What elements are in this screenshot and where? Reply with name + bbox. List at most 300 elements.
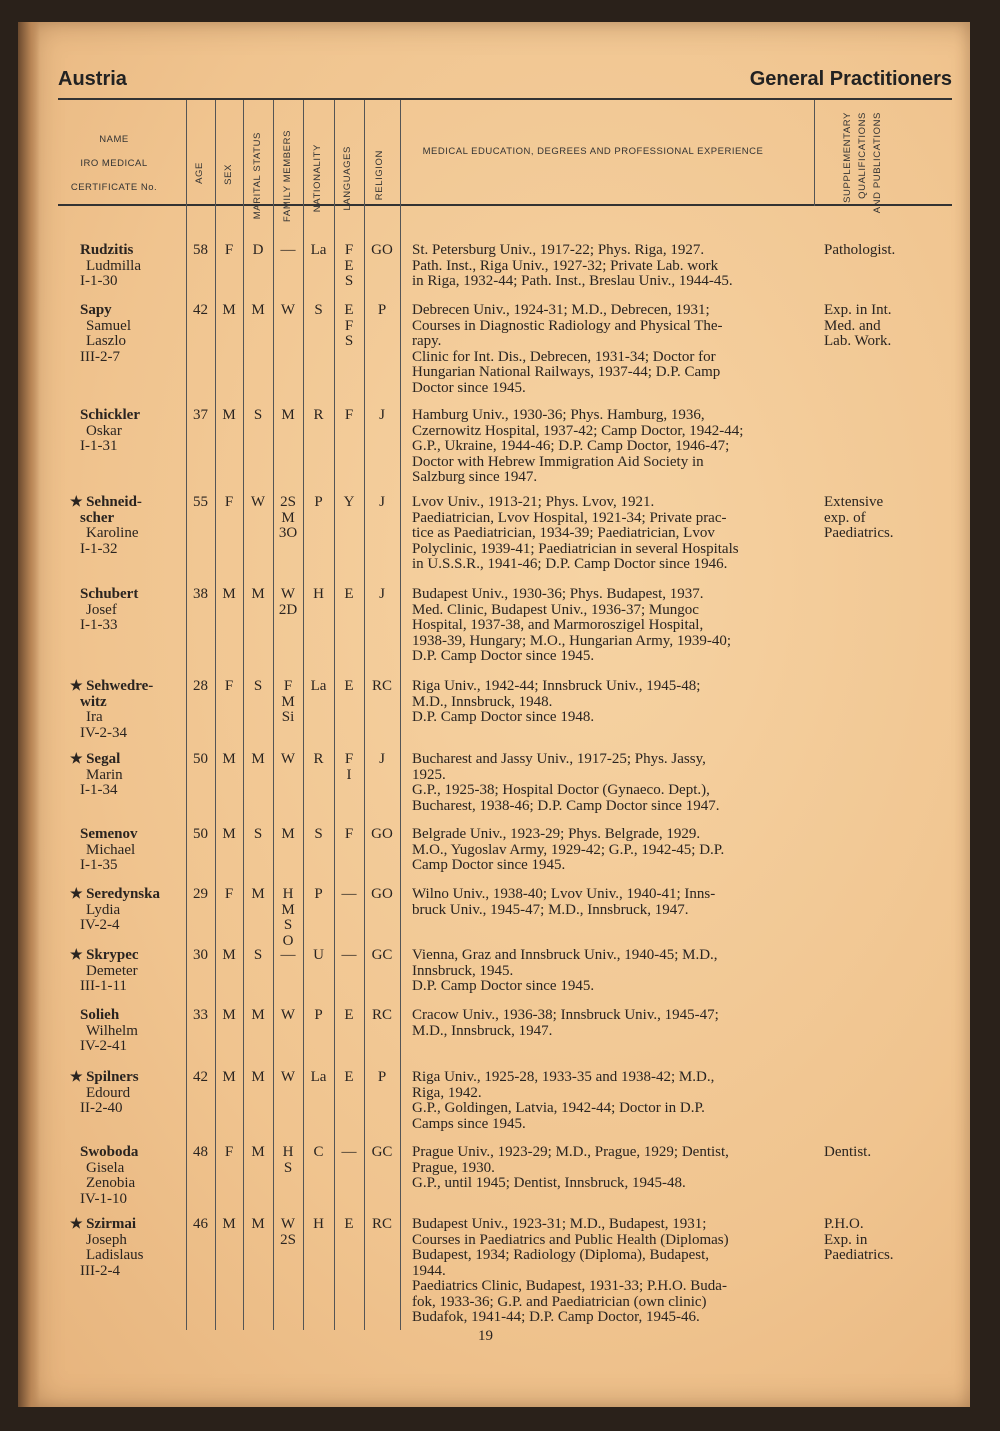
supplementary-line: exp. of	[824, 509, 866, 526]
marital-cell: S	[253, 947, 263, 963]
education-line: St. Petersburg Univ., 1917-22; Phys. Riga, 1927.	[412, 242, 705, 258]
age-cell: 48	[193, 1144, 208, 1160]
header-supp1: SUPPLEMENTARY	[842, 112, 853, 203]
practitioner-name	[70, 1070, 185, 1117]
education-line: Hungarian National Railways, 1937-44; D.P. Camp	[412, 364, 721, 380]
surname-text: Swoboda	[80, 1144, 139, 1160]
certificate-no: I-1-32	[80, 540, 118, 557]
surname	[80, 827, 185, 843]
education-line: D.P. Camp Doctor since 1945.	[412, 648, 595, 664]
surname-text: Seredynska	[86, 886, 160, 902]
language: Y	[343, 494, 355, 510]
sex-cell: F	[224, 886, 234, 902]
education-cell	[412, 303, 812, 396]
surname	[70, 887, 185, 903]
family-member: M	[281, 901, 295, 918]
age-cell: 58	[193, 242, 208, 258]
family-cell	[273, 1008, 303, 1024]
religion-cell: J	[379, 586, 385, 602]
religion-cell: P	[377, 302, 387, 318]
given-name: Zenobia	[86, 1175, 136, 1191]
education-line: Clinic for Int. Dis., Debrecen, 1931-34; Doctor for	[412, 348, 716, 365]
religion-cell: RC	[371, 1007, 392, 1023]
age-cell: 30	[193, 947, 208, 963]
certificate-no: III-2-4	[80, 1262, 120, 1279]
nationality-cell: C	[313, 1144, 324, 1160]
supplementary-line: Pathologist.	[824, 242, 896, 258]
language: E	[344, 586, 354, 602]
education-line: Prague, 1930.	[412, 1159, 495, 1176]
education-line: G.P., Goldingen, Latvia, 1942-44; Doctor in D.P.	[412, 1100, 705, 1116]
education-cell	[412, 408, 812, 486]
nationality-cell: S	[314, 302, 323, 318]
languages-cell	[334, 408, 364, 424]
practitioner-name	[70, 827, 185, 874]
given-name: Samuel	[86, 317, 131, 334]
sex-cell: F	[224, 678, 234, 694]
certificate-no: I-1-31	[80, 438, 118, 454]
surname	[70, 1217, 185, 1233]
education-line: Budapest Univ., 1930-36; Phys. Budapest, 1937.	[412, 586, 704, 602]
supplementary-line: Exp. in	[824, 1231, 868, 1248]
age-cell: 50	[193, 826, 208, 842]
star-icon: ★	[70, 1070, 87, 1085]
education-line: Polyclinic, 1939-41; Paediatrician in several Hospitals	[412, 540, 739, 557]
marital-cell: W	[250, 494, 266, 510]
marital-cell: M	[251, 1007, 265, 1023]
education-line: Lvov Univ., 1913-21; Phys. Lvov, 1921.	[412, 494, 655, 510]
education-line: Innsbruck, 1945.	[412, 962, 514, 979]
education-line: Riga Univ., 1942-44; Innsbruck Univ., 1945-48;	[412, 678, 701, 694]
practitioner-name	[70, 752, 185, 799]
given-name: Josef	[86, 601, 117, 618]
education-cell	[412, 948, 812, 995]
family-cell	[273, 827, 303, 843]
education-line: G.P., Ukraine, 1944-46; D.P. Camp Doctor, 1946-47;	[412, 438, 730, 454]
family-member: S	[283, 1159, 293, 1176]
practitioner-name	[70, 408, 185, 455]
education-line: Wilno Univ., 1938-40; Lvov Univ., 1940-41; Inns-	[412, 886, 716, 902]
given-name: Edourd	[86, 1084, 131, 1101]
header-nationality: NATIONALITY	[312, 144, 323, 213]
sex-cell: F	[224, 242, 234, 258]
education-cell	[412, 752, 812, 814]
surname-text: Spilners	[86, 1069, 139, 1085]
marital-cell: M	[251, 1144, 265, 1160]
certificate-no: I-1-35	[80, 857, 118, 873]
surname	[80, 1145, 185, 1161]
religion-cell: J	[379, 751, 385, 767]
col-divider	[400, 100, 401, 1330]
surname-text: Szirmai	[86, 1216, 137, 1232]
header-sex: SEX	[223, 164, 234, 185]
header-languages: LANGUAGES	[342, 146, 353, 211]
practitioner-name	[70, 679, 185, 741]
header-iro: IRO MEDICAL	[80, 158, 148, 169]
education-line: rapy.	[412, 333, 442, 349]
sex-cell: M	[222, 751, 236, 767]
surname	[80, 587, 185, 603]
nationality-cell: La	[310, 678, 327, 694]
sex-cell: M	[222, 1216, 236, 1232]
language: F	[344, 751, 354, 767]
languages-cell	[334, 1145, 364, 1161]
education-line: Debrecen Univ., 1924-31; M.D., Debrecen, 1931;	[412, 302, 710, 318]
nationality-cell: P	[314, 886, 323, 902]
education-cell	[412, 1145, 812, 1192]
surname-text: Rudzitis	[80, 242, 134, 258]
surname	[70, 948, 185, 964]
family-cell	[273, 887, 303, 949]
surname	[80, 243, 185, 259]
education-line: Riga, 1942.	[412, 1084, 482, 1101]
supplementary-cell	[824, 303, 934, 350]
family-member: —	[280, 947, 296, 963]
languages-cell	[334, 1008, 364, 1024]
age-cell: 55	[193, 494, 208, 510]
family-member: 2S	[280, 494, 296, 510]
family-cell	[273, 243, 303, 259]
language: —	[341, 1144, 357, 1160]
sex-cell: M	[222, 302, 236, 318]
given-name: Wilhelm	[86, 1022, 138, 1039]
surname	[80, 1008, 185, 1024]
family-member: W	[280, 751, 296, 767]
education-cell	[412, 1070, 812, 1132]
surname-text: Sehwedre-	[86, 678, 154, 694]
supplementary-cell	[824, 1145, 934, 1161]
education-cell	[412, 587, 812, 665]
star-icon: ★	[70, 948, 87, 963]
religion-cell: GO	[371, 826, 393, 842]
family-member: W	[280, 586, 296, 602]
education-cell	[412, 827, 812, 874]
education-line: 1938-39, Hungary; M.O., Hungarian Army, 1939-40;	[412, 632, 731, 649]
family-member: M	[281, 407, 295, 423]
given-name: Ladislaus	[86, 1247, 144, 1263]
star-icon: ★	[70, 887, 87, 902]
education-line: Courses in Paediatrics and Public Health (Diplomas)	[412, 1231, 729, 1248]
nationality-cell: P	[314, 494, 323, 510]
practitioner-name	[70, 243, 185, 290]
surname-text: Semenov	[80, 826, 138, 842]
header-name: NAME	[99, 134, 129, 145]
nationality-cell: La	[310, 1069, 327, 1085]
sex-cell: M	[222, 407, 236, 423]
language: I	[346, 766, 352, 783]
star-icon: ★	[70, 495, 87, 510]
family-cell	[273, 679, 303, 726]
given-name: Karoline	[86, 525, 139, 541]
top-rule	[58, 98, 952, 100]
given-name: Gisela	[86, 1159, 125, 1176]
certificate-no: III-2-7	[80, 348, 120, 365]
education-line: Doctor since 1945.	[412, 379, 526, 396]
family-member: 2D	[278, 601, 298, 618]
sex-cell: F	[224, 1144, 234, 1160]
sex-cell: M	[222, 586, 236, 602]
marital-cell: D	[252, 242, 264, 258]
education-line: Med. Clinic, Budapest Univ., 1936-37; Mungoc	[412, 601, 699, 618]
family-member: H	[282, 1144, 294, 1160]
language: —	[341, 947, 357, 963]
age-cell: 33	[193, 1007, 208, 1023]
marital-cell: M	[251, 886, 265, 902]
certificate-no: I-1-34	[80, 782, 118, 798]
language: S	[344, 333, 354, 349]
header-education: MEDICAL EDUCATION, DEGREES AND PROFESSIONAL EXPERIENCE	[422, 146, 764, 157]
certificate-no: IV-1-10	[80, 1190, 127, 1207]
family-member: M	[281, 693, 295, 710]
education-line: D.P. Camp Doctor since 1948.	[412, 709, 595, 725]
header-marital: MARITAL STATUS	[252, 132, 263, 220]
family-member: Si	[281, 709, 295, 725]
certificate-no: II-2-40	[80, 1100, 123, 1116]
education-line: G.P., until 1945; Dentist, Innsbruck, 1945-48.	[412, 1175, 686, 1191]
certificate-no: IV-2-41	[80, 1038, 127, 1054]
education-line: Belgrade Univ., 1923-29; Phys. Belgrade, 1929.	[412, 826, 701, 842]
education-line: Budapest Univ., 1923-31; M.D., Budapest, 1931;	[412, 1216, 707, 1232]
language: E	[344, 1069, 354, 1085]
family-member: O	[282, 932, 294, 949]
family-member: H	[282, 886, 294, 902]
languages-cell	[334, 752, 364, 783]
practitioner-name	[70, 303, 185, 365]
surname-cont: scher	[80, 509, 115, 526]
language: —	[341, 886, 357, 902]
education-line: Paediatrician, Lvov Hospital, 1921-34; Private prac-	[412, 509, 727, 526]
languages-cell	[334, 679, 364, 695]
surname-text: Skrypec	[86, 947, 139, 963]
marital-cell: S	[253, 407, 263, 423]
surname-text: Schickler	[80, 407, 140, 423]
family-cell	[273, 1145, 303, 1176]
languages-cell	[334, 495, 364, 511]
religion-cell: P	[377, 1069, 387, 1085]
header-family: FAMILY MEMBERS	[282, 130, 293, 222]
family-cell	[273, 1217, 303, 1248]
age-cell: 50	[193, 751, 208, 767]
family-member: M	[281, 509, 295, 526]
family-member: W	[280, 1007, 296, 1023]
family-cell	[273, 495, 303, 542]
language: F	[344, 826, 354, 842]
education-line: in U.S.S.R., 1941-46; D.P. Camp Doctor since 1946.	[412, 556, 728, 572]
nationality-cell: R	[313, 407, 324, 423]
education-line: Budafok, 1941-44; D.P. Camp Doctor, 1945-46.	[412, 1309, 700, 1325]
education-cell	[412, 243, 812, 290]
certificate-no: IV-2-4	[80, 917, 120, 933]
supplementary-line: Extensive	[824, 494, 884, 510]
supplementary-line: Dentist.	[824, 1144, 872, 1160]
age-cell: 42	[193, 302, 208, 318]
given-name: Laszlo	[86, 333, 126, 349]
education-line: Camps since 1945.	[412, 1115, 526, 1132]
education-line: Bucharest, 1938-46; D.P. Camp Doctor since 1947.	[412, 797, 720, 814]
age-cell: 37	[193, 407, 208, 423]
family-cell	[273, 303, 303, 319]
family-member: M	[281, 826, 295, 842]
education-line: Hamburg Univ., 1930-36; Phys. Hamburg, 1936,	[412, 407, 705, 423]
education-line: Path. Inst., Riga Univ., 1927-32; Private Lab. work	[412, 257, 719, 274]
nationality-cell: S	[314, 826, 323, 842]
language: F	[344, 317, 354, 334]
age-cell: 29	[193, 886, 208, 902]
marital-cell: M	[251, 586, 265, 602]
header-supp2: QUALIFICATIONS	[857, 112, 868, 199]
religion-cell: GC	[371, 947, 393, 963]
age-cell: 38	[193, 586, 208, 602]
name-column-header	[58, 128, 170, 200]
surname-text: Sehneid-	[86, 494, 142, 510]
family-member: —	[280, 242, 296, 258]
education-line: Vienna, Graz and Innsbruck Univ., 1940-45; M.D.,	[412, 947, 718, 963]
nationality-cell: La	[310, 242, 327, 258]
age-cell: 46	[193, 1216, 208, 1232]
languages-cell	[334, 1070, 364, 1086]
education-line: Doctor with Hebrew Immigration Aid Society in	[412, 453, 704, 470]
header-age: AGE	[194, 162, 205, 184]
education-line: M.O., Yugoslav Army, 1929-42; G.P., 1942-45; D.P.	[412, 841, 725, 858]
sex-cell: F	[224, 494, 234, 510]
education-line: Courses in Diagnostic Radiology and Physical The-	[412, 317, 723, 334]
surname-text: Solieh	[80, 1007, 120, 1023]
family-cell	[273, 408, 303, 424]
supplementary-cell	[824, 1217, 934, 1264]
given-name: Lydia	[86, 901, 121, 918]
languages-cell	[334, 1217, 364, 1233]
header-country: Austria	[58, 68, 127, 90]
surname-text: Schubert	[80, 586, 139, 602]
surname	[70, 1070, 185, 1086]
age-cell: 28	[193, 678, 208, 694]
nationality-cell: H	[313, 1216, 324, 1232]
given-name: Demeter	[86, 962, 138, 979]
education-line: 1925.	[412, 766, 446, 783]
language: F	[344, 407, 354, 423]
surname-text: Sapy	[80, 302, 112, 318]
nationality-cell: P	[314, 1007, 323, 1023]
religion-cell: GO	[371, 242, 393, 258]
surname-text: Segal	[86, 751, 121, 767]
header-section: General Practitioners	[749, 68, 952, 90]
education-line: tice as Paediatrician, 1934-39; Paediatrician, Lvov	[412, 525, 715, 541]
certificate-no: I-1-33	[80, 617, 118, 633]
languages-cell	[334, 303, 364, 350]
nationality-cell: H	[313, 586, 324, 602]
religion-cell: J	[379, 407, 385, 423]
supplementary-line: P.H.O.	[824, 1216, 864, 1232]
marital-cell: S	[253, 678, 263, 694]
language: S	[344, 273, 354, 289]
education-line: 1944.	[412, 1262, 446, 1279]
col-divider	[814, 100, 815, 206]
languages-cell	[334, 243, 364, 290]
family-member: 3O	[278, 525, 298, 541]
surname	[80, 408, 185, 424]
education-line: Riga Univ., 1925-28, 1933-35 and 1938-42; M.D.,	[412, 1069, 715, 1085]
supplementary-cell	[824, 495, 934, 542]
page-number: 19	[478, 1328, 493, 1344]
nationality-cell: R	[313, 751, 324, 767]
family-cell	[273, 1070, 303, 1086]
sex-cell: M	[222, 1007, 236, 1023]
education-line: in Riga, 1932-44; Path. Inst., Breslau Univ., 1944-45.	[412, 273, 733, 289]
education-line: Cracow Univ., 1936-38; Innsbruck Univ., 1945-47;	[412, 1007, 719, 1023]
family-cell	[273, 752, 303, 768]
star-icon: ★	[70, 679, 87, 694]
practitioner-name	[70, 1145, 185, 1207]
header-supp3: AND PUBLICATIONS	[872, 112, 883, 214]
given-name: Marin	[86, 766, 123, 783]
book-spine	[18, 22, 40, 1407]
language: E	[344, 302, 354, 318]
education-line: Salzburg since 1947.	[412, 469, 538, 485]
education-cell	[412, 495, 812, 573]
certificate-no: IV-2-34	[80, 724, 127, 741]
education-line: Czernowitz Hospital, 1937-42; Camp Doctor, 1942-44;	[412, 422, 744, 439]
header-religion: RELIGION	[374, 150, 385, 201]
education-line: fok, 1933-36; G.P. and Paediatrician (own clinic)	[412, 1293, 707, 1310]
family-member: W	[280, 1216, 296, 1232]
sex-cell: M	[222, 947, 236, 963]
education-line: D.P. Camp Doctor since 1945.	[412, 978, 595, 994]
language: E	[344, 1007, 354, 1023]
education-line: Prague Univ., 1923-29; M.D., Prague, 1929; Dentist,	[412, 1144, 729, 1160]
language: E	[344, 257, 354, 274]
languages-cell	[334, 587, 364, 603]
surname	[70, 495, 185, 511]
education-cell	[412, 1008, 812, 1039]
education-cell	[412, 1217, 812, 1326]
education-line: Paediatrics Clinic, Budapest, 1931-33; P.H.O. Buda-	[412, 1278, 727, 1294]
family-member: 2S	[280, 1231, 296, 1248]
religion-cell: J	[379, 494, 385, 510]
marital-cell: M	[251, 751, 265, 767]
family-member: W	[280, 302, 296, 318]
language: E	[344, 1216, 354, 1232]
sex-cell: M	[222, 826, 236, 842]
education-cell	[412, 679, 812, 726]
supplementary-line: Med. and	[824, 317, 881, 334]
education-line: Bucharest and Jassy Univ., 1917-25; Phys. Jassy,	[412, 751, 706, 767]
education-line: Hospital, 1937-38, and Marmoroszigel Hospital,	[412, 617, 704, 633]
supplementary-line: Paediatrics.	[824, 525, 894, 541]
surname-cont: witz	[80, 693, 107, 710]
education-line: G.P., 1925-38; Hospital Doctor (Gynaeco. Dept.),	[412, 782, 710, 798]
nationality-cell: U	[313, 947, 324, 963]
marital-cell: M	[251, 1216, 265, 1232]
religion-cell: RC	[371, 678, 392, 694]
certificate-no: III-1-11	[80, 978, 127, 994]
education-line: bruck Univ., 1945-47; M.D., Innsbruck, 1947.	[412, 901, 689, 918]
language: F	[344, 242, 354, 258]
education-line: Budapest, 1934; Radiology (Diploma), Budapest,	[412, 1247, 710, 1263]
header-cert: CERTIFICATE No.	[70, 182, 158, 193]
family-member: W	[280, 1069, 296, 1085]
surname	[70, 679, 185, 695]
supplementary-line: Paediatrics.	[824, 1247, 894, 1263]
supplementary-line: Exp. in Int.	[824, 302, 892, 318]
education-line: Camp Doctor since 1945.	[412, 857, 566, 873]
marital-cell: M	[251, 1069, 265, 1085]
supplementary-cell	[824, 243, 934, 259]
given-name: Ludmilla	[86, 257, 141, 274]
education-cell	[412, 887, 812, 918]
given-name: Joseph	[86, 1231, 127, 1248]
family-member: S	[283, 917, 293, 933]
marital-cell: S	[253, 826, 263, 842]
